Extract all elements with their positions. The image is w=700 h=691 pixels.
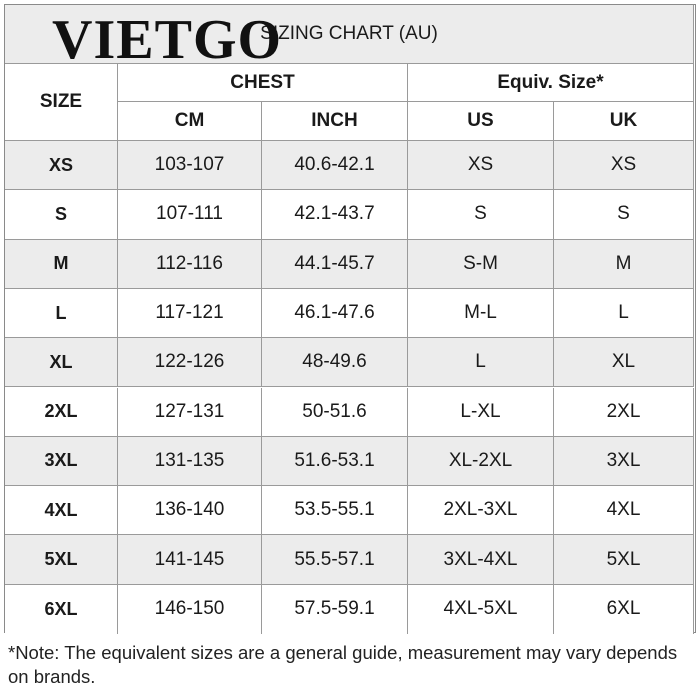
size-cell: S	[5, 190, 118, 239]
cm-cell: 122-126	[118, 338, 262, 387]
cm-cell: 141-145	[118, 535, 262, 584]
cm-cell: 131-135	[118, 437, 262, 486]
cm-cell: 103-107	[118, 141, 262, 190]
size-cell: 3XL	[5, 437, 118, 486]
us-cell: 2XL-3XL	[408, 486, 554, 535]
equiv-size-header: Equiv. Size*	[408, 64, 694, 102]
uk-cell: 6XL	[554, 585, 694, 634]
cm-header: CM	[118, 102, 262, 141]
inch-cell: 57.5-59.1	[262, 585, 408, 634]
inch-cell: 50-51.6	[262, 388, 408, 437]
cm-cell: 107-111	[118, 190, 262, 239]
inch-cell: 42.1-43.7	[262, 190, 408, 239]
inch-cell: 46.1-47.6	[262, 289, 408, 338]
uk-cell: 5XL	[554, 535, 694, 584]
us-cell: S-M	[408, 240, 554, 289]
uk-cell: XS	[554, 141, 694, 190]
inch-cell: 40.6-42.1	[262, 141, 408, 190]
size-cell: XL	[5, 338, 118, 387]
inch-cell: 44.1-45.7	[262, 240, 408, 289]
inch-cell: 55.5-57.1	[262, 535, 408, 584]
inch-cell: 48-49.6	[262, 338, 408, 387]
cm-cell: 117-121	[118, 289, 262, 338]
uk-cell: M	[554, 240, 694, 289]
us-cell: L-XL	[408, 388, 554, 437]
us-cell: 4XL-5XL	[408, 585, 554, 634]
size-cell: 2XL	[5, 388, 118, 437]
uk-cell: 4XL	[554, 486, 694, 535]
cm-cell: 127-131	[118, 388, 262, 437]
size-cell: M	[5, 240, 118, 289]
uk-cell: 3XL	[554, 437, 694, 486]
size-header: SIZE	[5, 64, 118, 141]
sizing-note: *Note: The equivalent sizes are a general guide, measurement may vary depends on brands.	[8, 642, 678, 687]
inch-cell: 53.5-55.1	[262, 486, 408, 535]
cm-cell: 112-116	[118, 240, 262, 289]
sizing-chart-table	[4, 4, 696, 633]
uk-cell: 2XL	[554, 388, 694, 437]
us-header: US	[408, 102, 554, 141]
us-cell: XS	[408, 141, 554, 190]
us-cell: XL-2XL	[408, 437, 554, 486]
chest-header: CHEST	[118, 64, 408, 102]
vietgo-watermark-logo: VIETGO	[52, 9, 283, 71]
cm-cell: 136-140	[118, 486, 262, 535]
size-cell: 5XL	[5, 535, 118, 584]
size-cell: 4XL	[5, 486, 118, 535]
cm-cell: 146-150	[118, 585, 262, 634]
inch-cell: 51.6-53.1	[262, 437, 408, 486]
size-cell: 6XL	[5, 585, 118, 634]
uk-header: UK	[554, 102, 694, 141]
us-cell: M-L	[408, 289, 554, 338]
uk-cell: L	[554, 289, 694, 338]
uk-cell: S	[554, 190, 694, 239]
chart-title: SIZING CHART (AU)	[5, 5, 694, 64]
us-cell: L	[408, 338, 554, 387]
size-cell: L	[5, 289, 118, 338]
size-cell: XS	[5, 141, 118, 190]
uk-cell: XL	[554, 338, 694, 387]
inch-header: INCH	[262, 102, 408, 141]
us-cell: S	[408, 190, 554, 239]
us-cell: 3XL-4XL	[408, 535, 554, 584]
